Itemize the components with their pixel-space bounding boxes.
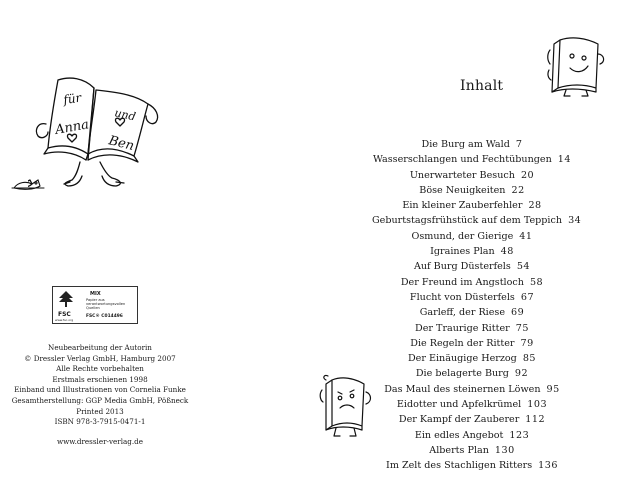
toc-entry bbox=[372, 275, 572, 290]
toc-entry bbox=[372, 213, 582, 228]
imprint-line: ISBN 978-3-7915-0471-1 bbox=[54, 417, 146, 427]
toc-entry-title: Geburtstagsfrühstück auf dem Teppich bbox=[372, 215, 563, 227]
toc-entry-page: 136 bbox=[538, 460, 558, 472]
toc-entry-page: 14 bbox=[557, 154, 571, 166]
small-critter-illustration bbox=[10, 172, 46, 192]
toc-entry-page: 123 bbox=[509, 429, 530, 441]
toc-entry-title: Der Kampf der Zauberer bbox=[398, 414, 520, 426]
book-word-fuer: für bbox=[62, 90, 83, 107]
toc-entry-page: 34 bbox=[568, 215, 582, 227]
toc-entry-page: 22 bbox=[511, 184, 525, 196]
book-word-und: und bbox=[113, 106, 137, 124]
book-character-top-illustration bbox=[546, 30, 608, 98]
toc-entry-page: 67 bbox=[520, 291, 535, 303]
toc-entry-title: Wasserschlangen und Fechtübungen bbox=[372, 154, 552, 166]
toc-entry-title: Böse Neuigkeiten bbox=[419, 184, 506, 196]
imprint-line: Einband und Illustrationen von Cornelia Funke bbox=[14, 385, 186, 395]
toc-entry-title: Igraines Plan bbox=[430, 246, 495, 258]
toc-entry bbox=[372, 443, 572, 458]
toc-entry-title: Ein edles Angebot bbox=[414, 429, 504, 441]
imprint bbox=[0, 343, 200, 428]
toc-entry bbox=[372, 351, 572, 366]
toc-entry bbox=[372, 458, 572, 473]
toc-entry-title: Die belagerte Burg bbox=[415, 368, 509, 380]
book-character-bottom-illustration bbox=[318, 372, 376, 438]
toc-entry-title: Das Maul des steinernen Löwen bbox=[384, 383, 541, 395]
toc-entry bbox=[372, 137, 572, 152]
toc-entry-title: Der Einäugige Herzog bbox=[407, 353, 517, 365]
fsc-tree-icon bbox=[57, 290, 75, 308]
toc-entry bbox=[372, 290, 572, 305]
toc-entry-title: Eidotter und Apfelkrümel bbox=[396, 399, 522, 411]
toc-heading: Inhalt bbox=[460, 78, 504, 94]
toc-entry-title: Die Regeln der Ritter bbox=[410, 337, 515, 349]
imprint-line: Alle Rechte vorbehalten bbox=[56, 364, 144, 374]
toc-entry bbox=[372, 305, 572, 320]
book-word-ben: Ben bbox=[107, 133, 136, 155]
toc-entry bbox=[372, 428, 572, 443]
toc-entry-title: Flucht von Düsterfels bbox=[409, 291, 515, 303]
imprint-line: Gesamtherstellung: GGP Media GmbH, Pößneck bbox=[11, 395, 189, 405]
fsc-brand: FSC bbox=[58, 311, 71, 318]
toc-entry-page: 130 bbox=[494, 444, 515, 456]
toc-entry bbox=[372, 321, 572, 336]
toc-entry-page: 28 bbox=[528, 200, 542, 212]
imprint-line: © Dressler Verlag GmbH, Hamburg 2007 bbox=[24, 353, 176, 363]
toc-entry-page: 112 bbox=[525, 414, 546, 426]
fsc-logo bbox=[52, 286, 138, 324]
toc-entry bbox=[372, 244, 572, 259]
toc-entry-title: Alberts Plan bbox=[429, 444, 489, 456]
toc-entry bbox=[372, 198, 572, 213]
toc-entry bbox=[372, 382, 572, 397]
toc-entry-page: 20 bbox=[520, 169, 535, 181]
toc-entry-title: Garleff, der Riese bbox=[419, 307, 506, 319]
toc-entry bbox=[372, 229, 572, 244]
fsc-description: Papier aus verantwortungsvollen Quellen bbox=[86, 298, 126, 311]
imprint-line: Printed 2013 bbox=[76, 406, 124, 416]
right-page bbox=[310, 0, 620, 496]
fsc-mix-label: MIX bbox=[90, 291, 101, 297]
toc-entry-page: 103 bbox=[527, 399, 548, 411]
toc-entry-page: 54 bbox=[516, 261, 531, 273]
imprint-line: Neubearbeitung der Autorin bbox=[48, 343, 152, 352]
toc-entry-title: Osmund, der Gierige bbox=[411, 230, 514, 242]
table-of-contents bbox=[372, 137, 582, 474]
toc-entry-page: 85 bbox=[522, 353, 537, 365]
toc-entry-page: 48 bbox=[500, 246, 514, 258]
toc-entry bbox=[372, 412, 572, 427]
toc-entry-page: 79 bbox=[520, 337, 534, 349]
toc-entry-title: Unerwarteter Besuch bbox=[409, 169, 515, 181]
toc-entry-title: Der Freund im Angstloch bbox=[400, 276, 524, 288]
toc-entry-page: 92 bbox=[514, 368, 529, 380]
toc-entry-title: Auf Burg Düsterfels bbox=[413, 261, 511, 273]
toc-entry-title: Im Zelt des Stachligen Ritters bbox=[386, 460, 533, 472]
toc-entry bbox=[372, 336, 572, 351]
fsc-code: FSC® C014496 bbox=[86, 314, 123, 319]
toc-entry bbox=[372, 168, 572, 183]
toc-entry-page: 41 bbox=[519, 230, 533, 242]
fsc-site: www.fsc.org bbox=[55, 318, 74, 322]
toc-entry bbox=[372, 183, 572, 198]
toc-entry-title: Die Burg am Wald bbox=[421, 139, 510, 150]
publisher-website: www.dressler-verlag.de bbox=[56, 437, 144, 446]
toc-entry bbox=[372, 152, 572, 167]
toc-entry-title: Der Traurige Ritter bbox=[415, 322, 510, 334]
toc-entry bbox=[372, 366, 572, 381]
toc-entry-page: 58 bbox=[529, 276, 544, 288]
toc-entry-page: 95 bbox=[546, 383, 560, 395]
toc-entry-page: 75 bbox=[515, 322, 529, 334]
toc-entry-title: Ein kleiner Zauberfehler bbox=[402, 200, 523, 212]
toc-entry bbox=[372, 397, 572, 412]
toc-entry-page: 69 bbox=[511, 307, 525, 319]
toc-entry-page: 7 bbox=[515, 139, 523, 150]
open-book-illustration bbox=[28, 64, 178, 192]
toc-entry bbox=[372, 259, 572, 274]
imprint-line: Erstmals erschienen 1998 bbox=[52, 374, 148, 384]
book-word-anna: Anna bbox=[54, 117, 91, 138]
